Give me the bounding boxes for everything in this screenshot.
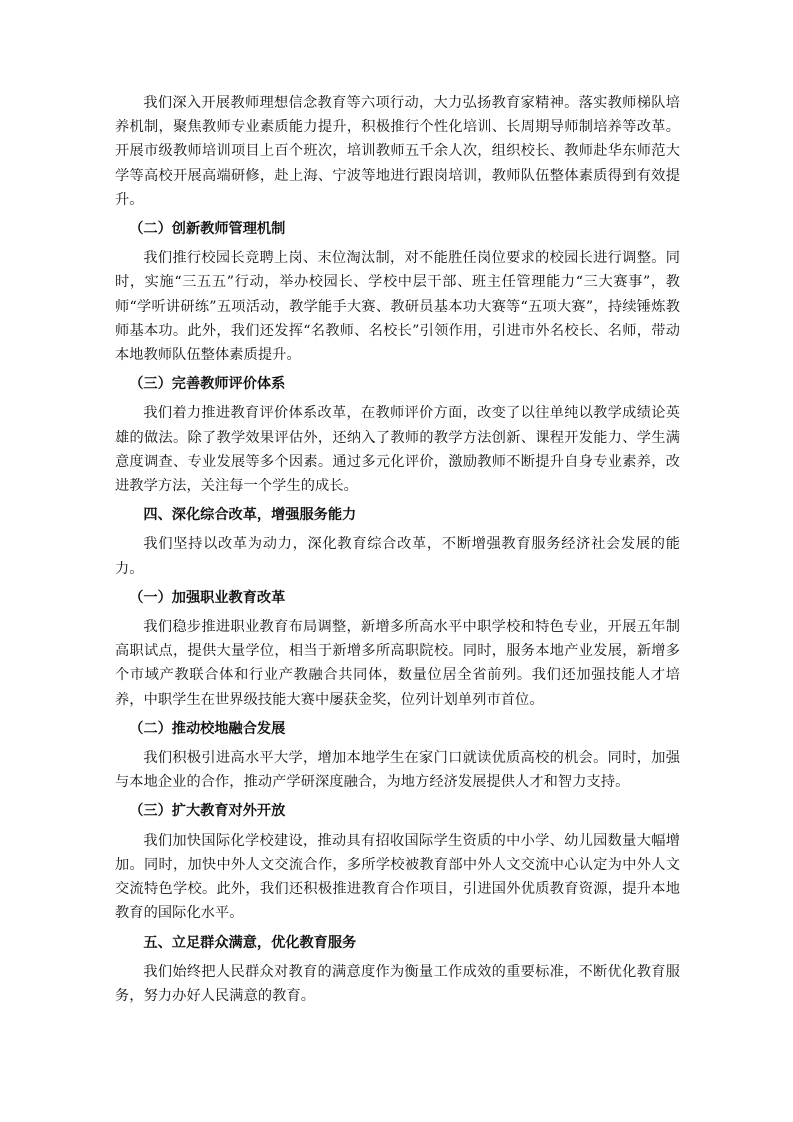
paragraph-opening-up: 我们加快国际化学校建设，推动具有招收国际学生资质的中小学、幼儿园数量大幅增加。同时，加快中外人文交流合作，多所学校被教育部中外人文交流中心认定为中外人文交流特色学校。此外，我们还积极推进教育合作项目，引进国外优质教育资源，提升本地教育的国际化水平。 [115,832,680,922]
paragraph-school-local-integration: 我们积极引进高水平大学，增加本地学生在家门口就读优质高校的机会。同时，加强与本地企业的合作，推动产学研深度融合，为地方经济发展提供人才和智力支持。 [115,750,680,791]
heading-public-satisfaction: 五、立足群众满意，优化教育服务 [143,934,357,951]
paragraph-teacher-management: 我们推行校园长竞聘上岗、末位淘汰制，对不能胜任岗位要求的校园长进行调整。同时，实施“三五五”行动，举办校园长、学校中层干部、班主任管理能力“三大赛事”，教师“学听讲研练”五项活动，教学能手大赛、教研员基本功大赛等“五项大赛”，持续锤炼教师基本功。此外，我们还发挥“名教师、名校长”引领作用，引进市外名校长、名师，带动本地教师队伍整体素质提升。 [115,250,680,364]
heading-vocational-education: （一）加强职业教育改革 [129,589,286,606]
heading-teacher-evaluation: （三）完善教师评价体系 [129,376,286,393]
paragraph-teacher-training: 我们深入开展教师理想信念教育等六项行动，大力弘扬教育家精神。落实教师梯队培养机制，聚焦教师专业素质能力提升，积极推行个性化培训、长周期导师制培养等改革。开展市级教师培训项目上百个班次，培训教师五千余人次，组织校长、教师赴华东师范大学等高校开展高端研修，赴上海、宁波等地进行跟岗培训，教师队伍整体素质得到有效提升。 [115,95,680,208]
heading-comprehensive-reform: 四、深化综合改革，增强服务能力 [143,507,357,524]
document-body [115,91,680,1013]
paragraph-public-satisfaction: 我们始终把人民群众对教育的满意度作为衡量工作成效的重要标准，不断优化教育服务，努力办好人民满意的教育。 [115,963,680,1004]
heading-teacher-management: （二）创新教师管理机制 [129,221,286,238]
paragraph-comprehensive-reform: 我们坚持以改革为动力，深化教育综合改革，不断增强教育服务经济社会发展的能力。 [115,536,680,577]
paragraph-vocational-education: 我们稳步推进职业教育布局调整，新增多所高水平中职学校和特色专业，开展五年制高职试点，提供大量学位，相当于新增多所高职院校。同时，服务本地产业发展，新增多个市域产教联合体和行业产教融合共同体，数量位居全省前列。我们还加强技能人才培养，中职学生在世界级技能大赛中屡获金奖，位列计划单列市首位。 [115,619,680,708]
paragraph-teacher-evaluation: 我们着力推进教育评价体系改革，在教师评价方面，改变了以往单纯以教学成绩论英雄的做法。除了教学效果评估外，还纳入了教师的教学方法创新、课程开发能力、学生满意度调查、专业发展等多个因素。通过多元化评价，激励教师不断提升自身专业素养，改进教学方法，关注每一个学生的成长。 [115,405,680,495]
heading-school-local-integration: （二）推动校地融合发展 [129,720,286,737]
heading-opening-up: （三）扩大教育对外开放 [129,803,286,820]
